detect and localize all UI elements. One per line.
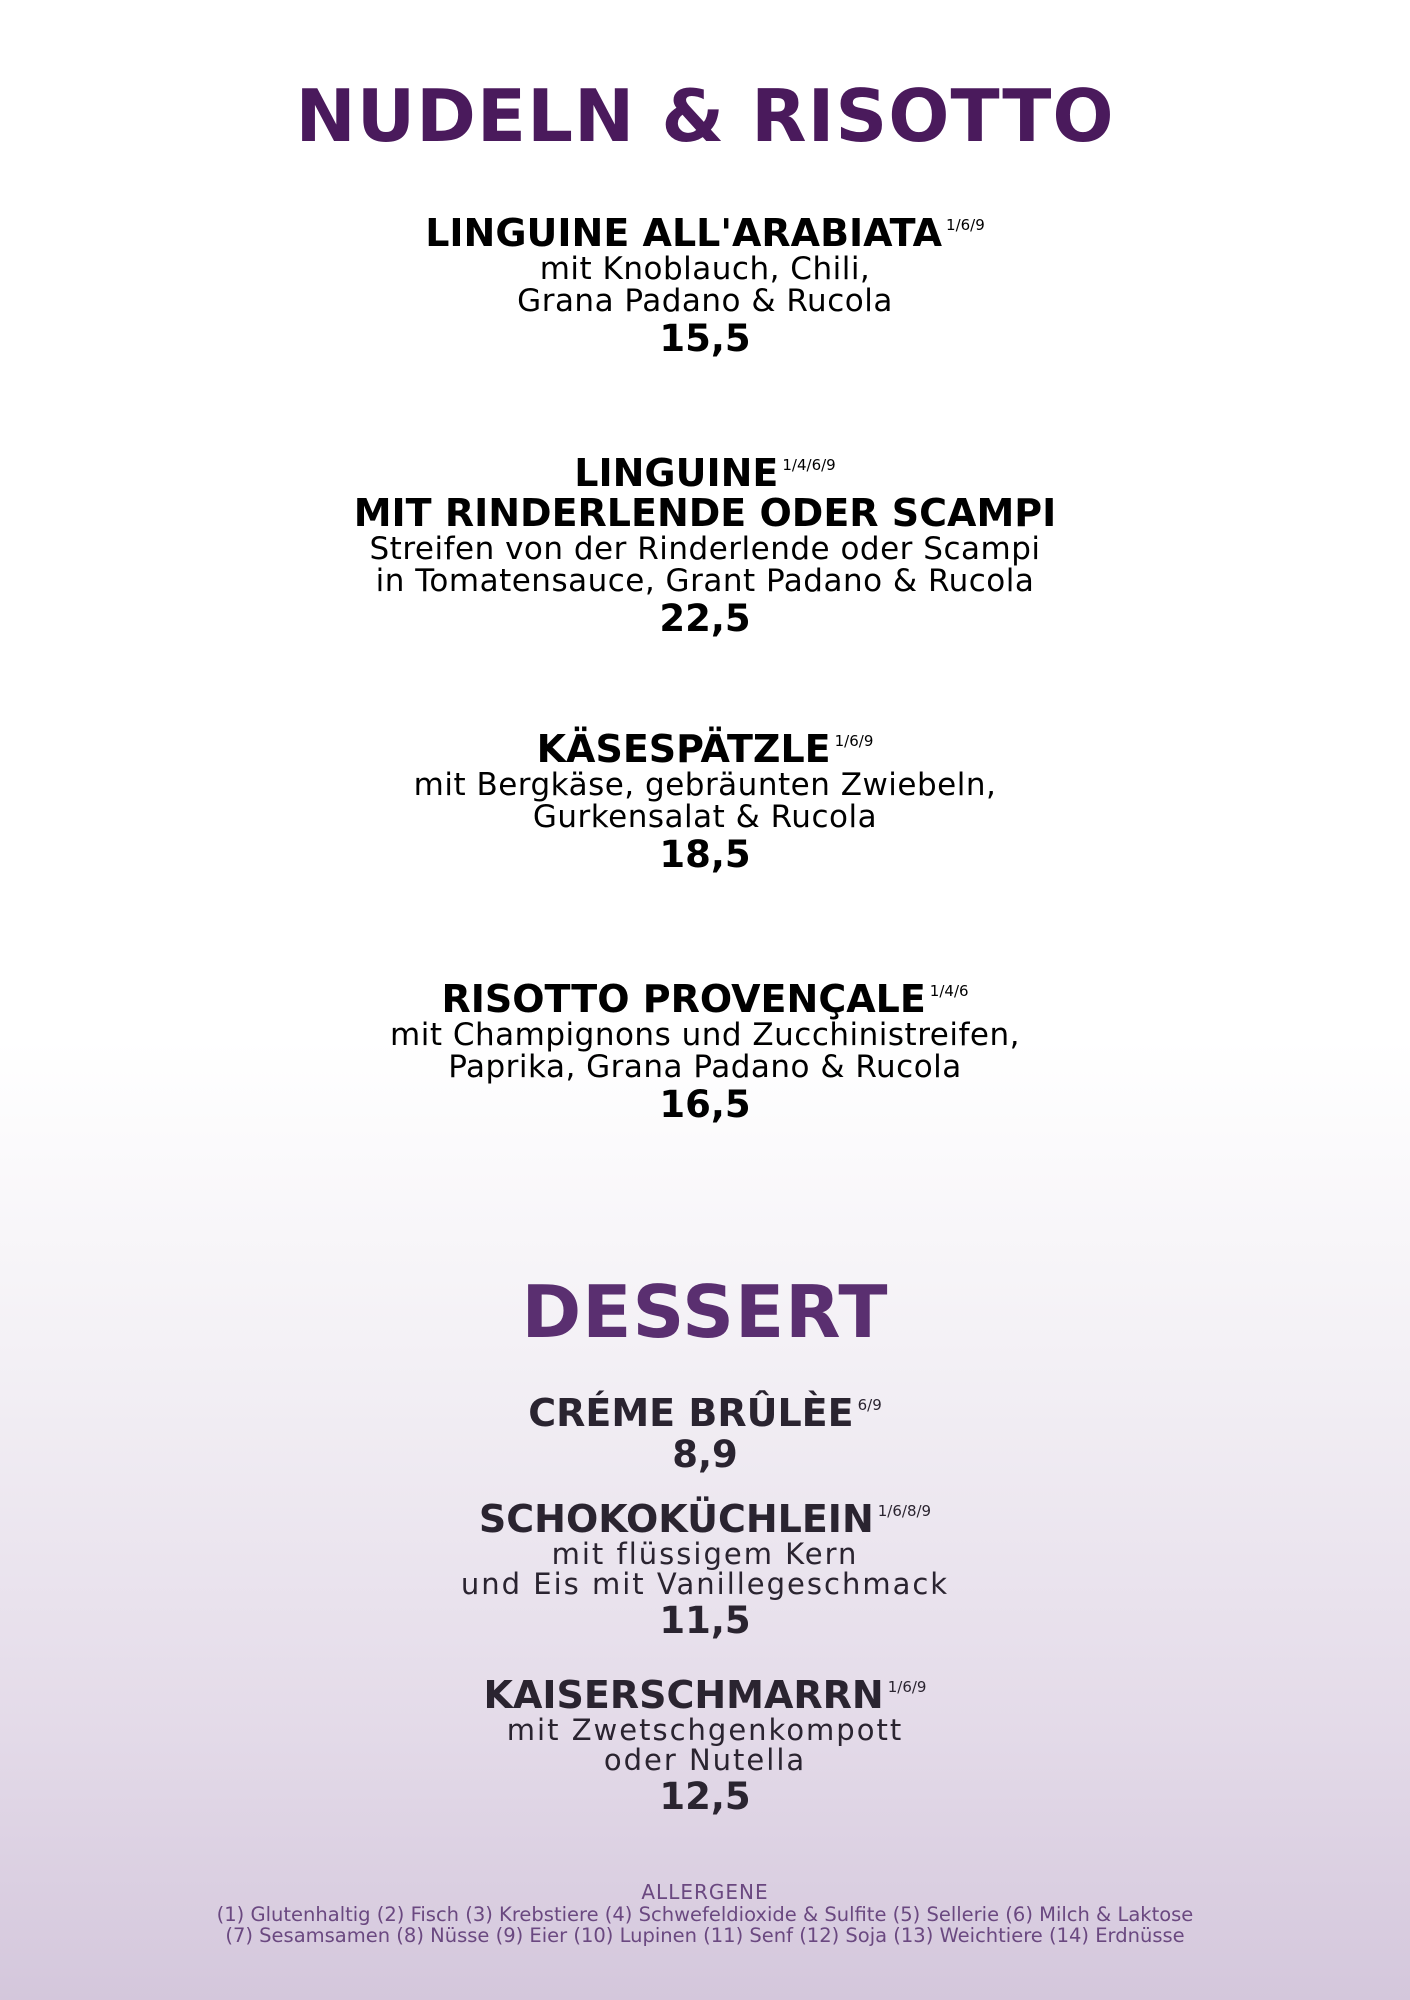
menu-item-risotto-provencale — [0, 977, 1410, 1126]
item-desc: in Tomatensauce, Grant Padano & Rucola — [375, 562, 1035, 599]
allergen-codes: 1/6/9 — [946, 216, 985, 234]
item-desc: mit Bergkäse, gebräunten Zwiebeln, — [413, 766, 997, 803]
allergen-line: (7) Sesamsamen (8) Nüsse (9) Eier (10) Lupinen (11) Senf (12) Soja (13) Weichtiere (14) Erdnüsse — [225, 1924, 1185, 1948]
item-desc: und Eis mit Vanillegeschmack — [460, 1566, 950, 1601]
allergen-heading: ALLERGENE — [641, 1880, 769, 1904]
item-desc: Grana Padano & Rucola — [517, 282, 893, 319]
item-name: RISOTTO PROVENÇALE $^{1/4/6}$ — [441, 977, 969, 1021]
allergen-codes: 1/4/6 — [929, 982, 969, 1000]
menu-item-linguine-rinderlende — [0, 451, 1410, 640]
item-desc: mit Champignons und Zucchinistreifen, — [390, 1016, 1020, 1053]
item-name: CRÉME BRÛLÈE $^{6/9}$ — [528, 1391, 882, 1435]
item-desc: Gurkensalat & Rucola — [532, 798, 878, 835]
allergen-legend — [0, 1880, 1410, 1947]
item-price: 8,9 — [672, 1432, 738, 1476]
item-name: KAISERSCHMARRN $^{1/6/9}$ — [483, 1673, 927, 1717]
item-price: 12,5 — [659, 1774, 751, 1818]
menu-item-kaesespaetzle — [0, 727, 1410, 876]
section-title-pasta: NUDELN & RISOTTO — [295, 74, 1115, 158]
item-price: 18,5 — [659, 832, 751, 876]
allergen-codes: 6/9 — [857, 1396, 882, 1414]
item-name: LINGUINE $^{1/4/6/9}$ — [574, 451, 836, 495]
section-title-dessert: DESSERT — [521, 1270, 889, 1354]
allergen-codes: 1/6/9 — [834, 732, 874, 750]
menu-item-kaiserschmarrn — [0, 1673, 1410, 1818]
allergen-codes: 1/6/9 — [887, 1678, 927, 1696]
item-name-line2: MIT RINDERLENDE ODER SCAMPI — [353, 490, 1057, 535]
menu-item-linguine-arabiata — [0, 211, 1410, 360]
item-desc: Streifen von der Rinderlende oder Scampi — [369, 530, 1041, 567]
item-name: LINGUINE ALL'ARABIATA $^{1/6/9}$ — [425, 211, 985, 255]
menu-item-schokokuechlein — [0, 1497, 1410, 1642]
item-desc: mit flüssigem Kern — [551, 1536, 859, 1571]
allergen-codes: 1/4/6/9 — [782, 456, 836, 474]
item-desc: mit Zwetschgenkompott — [506, 1712, 904, 1747]
allergen-codes: 1/6/8/9 — [877, 1502, 932, 1520]
item-desc: oder Nutella — [603, 1742, 807, 1777]
item-price: 16,5 — [659, 1082, 751, 1126]
item-price: 22,5 — [659, 596, 751, 640]
item-price: 11,5 — [659, 1598, 751, 1642]
menu-item-creme-brulee — [0, 1391, 1410, 1476]
allergen-line: (1) Glutenhaltig (2) Fisch (3) Krebstiere (4) Schwefeldioxide & Sulfite (5) Sellerie (6) Milch & Laktose — [216, 1903, 1194, 1926]
item-price: 15,5 — [659, 316, 751, 360]
item-name: SCHOKOKÜCHLEIN $^{1/6/8/9}$ — [478, 1497, 932, 1541]
item-desc: Paprika, Grana Padano & Rucola — [448, 1048, 962, 1085]
item-desc: mit Knoblauch, Chili, — [539, 250, 871, 287]
item-name: KÄSESPÄTZLE $^{1/6/9}$ — [536, 727, 874, 771]
